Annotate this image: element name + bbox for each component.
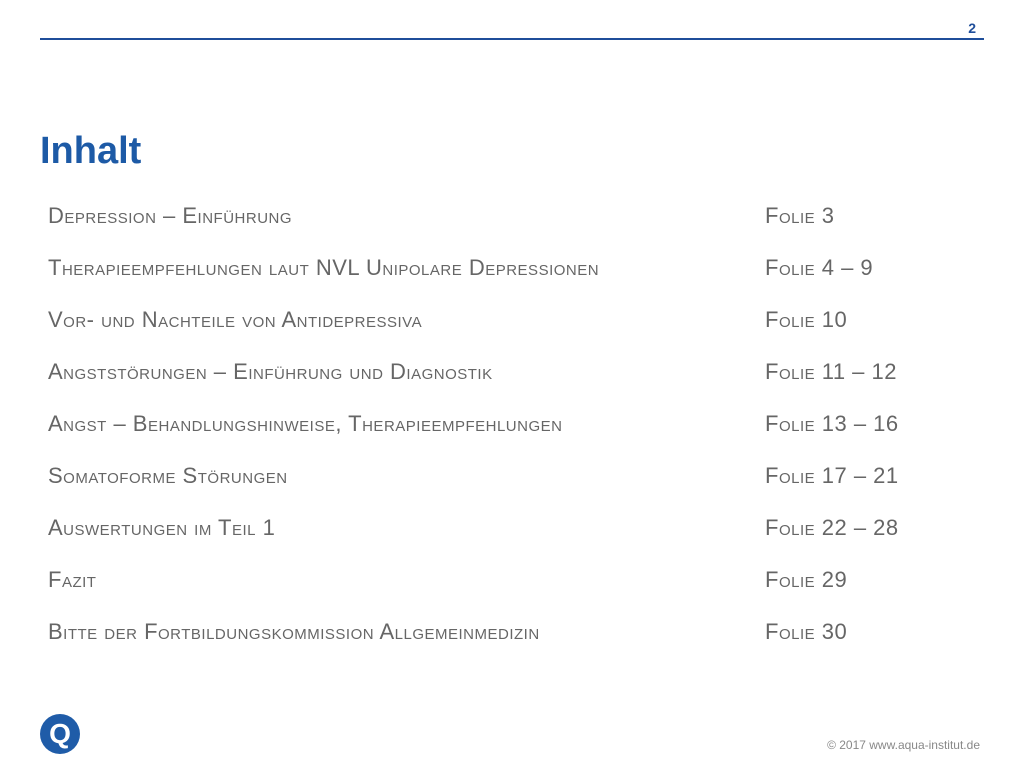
- toc-slide: Folie 29: [765, 567, 848, 592]
- toc-topic: Depression – Einführung: [48, 203, 293, 228]
- aqua-logo: Q: [40, 714, 80, 754]
- copyright-text: © 2017 www.aqua-institut.de: [827, 738, 980, 752]
- toc-row: [48, 606, 948, 658]
- toc-slide: Folie 11 – 12: [765, 359, 898, 384]
- toc-slide: Folie 30: [765, 619, 848, 644]
- toc-row: [48, 242, 948, 294]
- toc-slide: Folie 3: [765, 203, 835, 228]
- toc-row: [48, 190, 948, 242]
- toc-topic: Therapieempfehlungen laut NVL Unipolare Depressionen: [48, 255, 600, 280]
- toc-slide: Folie 17 – 21: [765, 463, 899, 488]
- toc-row: [48, 554, 948, 606]
- toc-topic: Angststörungen – Einführung und Diagnostik: [48, 359, 493, 384]
- toc-row: [48, 502, 948, 554]
- toc-row: [48, 294, 948, 346]
- toc-topic: Fazit: [48, 567, 97, 592]
- toc-slide: Folie 4 – 9: [765, 255, 874, 280]
- toc-slide: Folie 22 – 28: [765, 515, 899, 540]
- toc-topic: Auswertungen im Teil 1: [48, 515, 276, 540]
- toc-topic: Vor- und Nachteile von Antidepressiva: [48, 307, 423, 332]
- toc-topic: Somatoforme Störungen: [48, 463, 288, 488]
- toc-topic: Angst – Behandlungshinweise, Therapieempfehlungen: [48, 411, 563, 436]
- toc-slide: Folie 10: [765, 307, 848, 332]
- page-number: 2: [968, 20, 976, 36]
- table-of-contents: [48, 190, 948, 658]
- header-rule: [40, 38, 984, 40]
- toc-topic: Bitte der Fortbildungskommission Allgemeinmedizin: [48, 619, 540, 644]
- toc-row: [48, 398, 948, 450]
- toc-row: [48, 346, 948, 398]
- page-title: Inhalt: [40, 130, 142, 172]
- toc-row: [48, 450, 948, 502]
- toc-slide: Folie 13 – 16: [765, 411, 899, 436]
